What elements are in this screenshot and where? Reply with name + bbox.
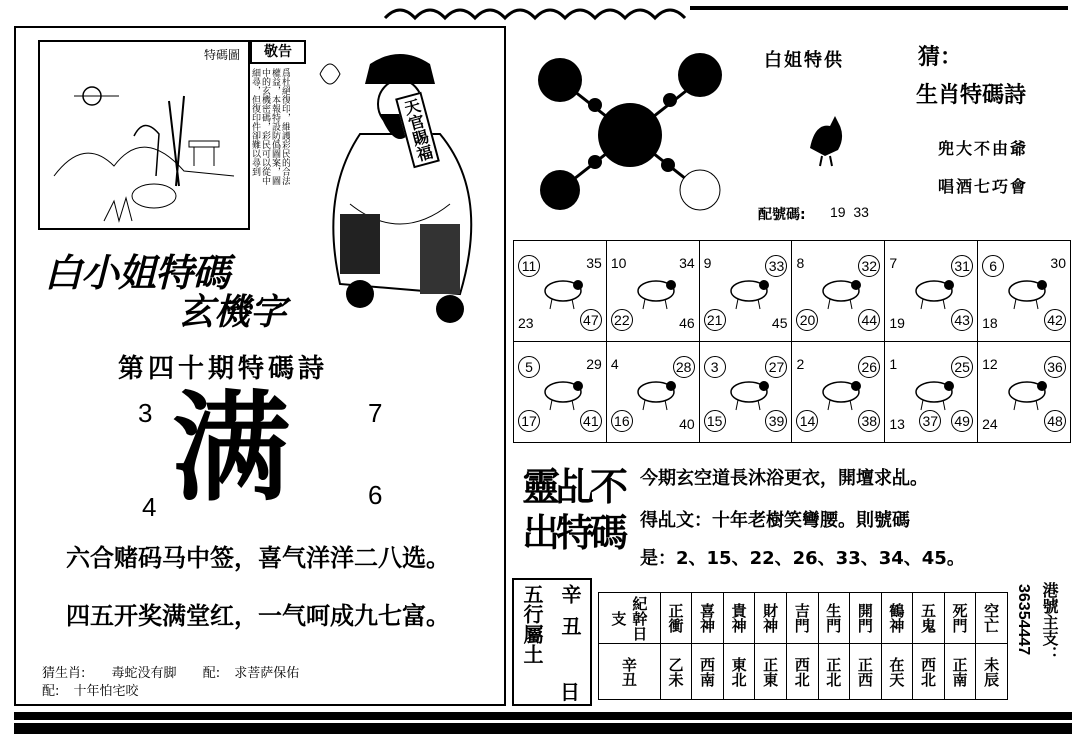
notice-box <box>250 40 306 190</box>
pair-value2: 十年怕宅咬 <box>73 684 139 699</box>
monkey-icon <box>631 372 681 416</box>
zodiac-number: 23 <box>518 315 534 331</box>
zodiac-number: 20 <box>796 309 818 331</box>
zodiac-grid-table <box>513 240 1071 443</box>
zodiac-number: 28 <box>673 356 695 378</box>
zodiac-number: 42 <box>1044 309 1066 331</box>
crane-landscape-icon <box>44 56 244 226</box>
day-stem: 辛丑 <box>558 584 582 648</box>
rabbit-icon <box>724 271 774 315</box>
almanac-value: 在天 <box>881 644 913 700</box>
brand-line2: 玄機字 <box>178 292 287 333</box>
provider-label: 白姐特供 <box>764 50 844 71</box>
almanac-value: 西北 <box>913 644 945 700</box>
oracle-block2: 出特碼 <box>522 511 625 555</box>
top-banner-art <box>380 0 690 22</box>
poster-box <box>38 40 250 230</box>
almanac-value: 乙未 <box>660 644 692 700</box>
rooster-icon <box>800 108 850 168</box>
zodiac-number: 15 <box>704 410 726 432</box>
almanac-value: 西北 <box>786 644 818 700</box>
notice-title: 敬告 <box>250 40 306 64</box>
zodiac-number: 45 <box>771 315 788 331</box>
corner-number-tr: 7 <box>368 398 383 428</box>
guess-row <box>42 662 299 681</box>
poem-line1: 六合赌码马中签，喜气洋洋二八选。 <box>66 544 450 572</box>
hk-label: 港號主支： <box>1040 582 1059 662</box>
corner-number-tl: 3 <box>138 398 153 428</box>
almanac-value: 正北 <box>818 644 850 700</box>
almanac-grid <box>598 592 1008 700</box>
guess-value: 毒蛇没有脚 <box>111 666 177 681</box>
oracle-line3: 是：2、15、22、26、33、34、45。 <box>640 548 965 569</box>
zodiac-line1: 兜大不由爺 <box>938 139 1029 158</box>
zodiac-number: 3 <box>704 356 726 378</box>
almanac-header: 五鬼 <box>913 593 945 644</box>
zodiac-number: 2 <box>796 356 805 372</box>
dragon-icon <box>816 271 866 315</box>
zodiac-cell-7 <box>606 342 699 443</box>
zodiac-number: 46 <box>679 315 695 331</box>
zodiac-cell-4 <box>885 241 978 342</box>
wave-ornament-icon <box>380 0 690 22</box>
five-elements-label: 五行屬土 <box>520 584 544 664</box>
zodiac-cell-10 <box>885 342 978 443</box>
zodiac-number: 41 <box>580 410 602 432</box>
poem-line2: 四五开奖满堂红，一气呵成九七富。 <box>66 602 450 630</box>
almanac-value-row <box>599 644 1008 700</box>
almanac-header: 生門 <box>818 593 850 644</box>
almanac-value: 東北 <box>723 644 755 700</box>
pig-icon <box>909 372 959 416</box>
zodiac-number: 14 <box>796 410 818 432</box>
brand-line1: 白小姐特碼 <box>44 251 230 295</box>
zodiac-guess-label: 猜： <box>918 45 963 70</box>
zodiac-number: 21 <box>704 309 726 331</box>
zodiac-cell-2 <box>699 241 792 342</box>
zodiac-number: 10 <box>610 255 627 271</box>
almanac-header: 正衝 <box>660 593 692 644</box>
zodiac-number: 1 <box>889 356 898 372</box>
almanac-header: 紀幹日支 <box>599 593 661 644</box>
zodiac-grid-row <box>514 241 1071 342</box>
tiger-icon <box>631 271 681 315</box>
issue-title: 第四十期特碼詩 <box>118 354 329 384</box>
almanac-header: 喜神 <box>692 593 724 644</box>
rat-icon <box>1002 372 1052 416</box>
deity-banner: 天官賜福 <box>395 92 440 169</box>
oracle-line2: 得乩文：十年老樹笑彎腰。則號碼 <box>640 510 910 531</box>
pair-row2 <box>42 680 139 699</box>
pair-label1: 配: <box>202 666 221 681</box>
zodiac-diagram <box>530 40 730 220</box>
zodiac-number: 29 <box>586 356 602 372</box>
zodiac-number: 18 <box>982 315 998 331</box>
zodiac-number: 43 <box>951 309 973 331</box>
pair-value1: 求菩萨保佑 <box>234 666 300 681</box>
almanac-value: 西南 <box>692 644 724 700</box>
bottom-rule <box>14 712 1072 734</box>
deity-icon <box>300 44 500 334</box>
zodiac-heading: 生肖特碼詩 <box>916 83 1027 108</box>
almanac-header: 鶴神 <box>881 593 913 644</box>
pair-label2: 配: <box>42 684 60 699</box>
pair-numbers: 19 33 <box>830 204 869 220</box>
zodiac-number: 33 <box>765 255 787 277</box>
almanac-value: 正南 <box>944 644 976 700</box>
zodiac-number: 8 <box>796 255 805 271</box>
almanac-value: 辛丑 <box>599 644 661 700</box>
almanac-header: 吉門 <box>786 593 818 644</box>
zodiac-grid <box>513 240 1071 440</box>
zodiac-number: 38 <box>858 410 880 432</box>
zodiac-number: 30 <box>1050 255 1066 271</box>
almanac-header: 空亡 <box>976 593 1008 644</box>
zodiac-number: 44 <box>858 309 880 331</box>
zodiac-cell-11 <box>978 342 1071 443</box>
zodiac-number: 31 <box>951 255 973 277</box>
zodiac-number: 37 <box>919 410 941 432</box>
goat-icon <box>538 372 588 416</box>
corner-number-br: 6 <box>368 480 383 510</box>
zodiac-number: 36 <box>1044 356 1066 378</box>
zodiac-number: 27 <box>765 356 787 378</box>
zodiac-number: 4 <box>610 356 619 372</box>
zodiac-number: 47 <box>580 309 602 331</box>
hk-numbers: 36354447 <box>1015 584 1032 656</box>
zodiac-number: 12 <box>982 356 998 372</box>
zodiac-number: 13 <box>889 416 905 432</box>
zodiac-line2: 唱酒七巧會 <box>938 177 1029 196</box>
zodiac-cross-icon <box>530 40 730 220</box>
zodiac-number: 40 <box>679 416 695 432</box>
oracle-block1: 靈乩不 <box>522 465 625 509</box>
zodiac-cell-9 <box>792 342 885 443</box>
big-character: 满 <box>172 379 291 517</box>
guess-label: 猜生肖: <box>42 666 86 681</box>
zodiac-cell-3 <box>792 241 885 342</box>
zodiac-number: 35 <box>586 255 602 271</box>
snake-icon <box>909 271 959 315</box>
zodiac-grid-row <box>514 342 1071 443</box>
notice-body: 爲杜絕復印，維護彩民的合法權益，本報特設防僞圖案，圖中的玄機密碼，彩民可以從中細尋，但復印件卻難以尋到 <box>250 68 290 185</box>
ox-icon <box>538 271 588 315</box>
zodiac-number: 34 <box>679 255 695 271</box>
zodiac-number: 24 <box>982 416 998 432</box>
zodiac-number: 32 <box>858 255 880 277</box>
rooster-icon <box>724 372 774 416</box>
almanac-header: 財神 <box>755 593 787 644</box>
horse-icon <box>1002 271 1052 315</box>
corner-number-bl: 4 <box>142 492 157 522</box>
zodiac-number: 49 <box>951 410 973 432</box>
deity-illustration <box>300 44 500 334</box>
zodiac-number: 9 <box>703 255 712 271</box>
almanac-table <box>598 592 1008 700</box>
bottom-rule-inner <box>14 720 1072 723</box>
almanac-value: 正西 <box>850 644 882 700</box>
almanac-value: 未辰 <box>976 644 1008 700</box>
zodiac-cell-1 <box>606 241 699 342</box>
zodiac-cell-5 <box>978 241 1071 342</box>
zodiac-number: 5 <box>518 356 540 378</box>
zodiac-number: 25 <box>951 356 973 378</box>
day-suffix: 日 <box>560 680 580 704</box>
zodiac-number: 39 <box>765 410 787 432</box>
zodiac-cell-8 <box>699 342 792 443</box>
zodiac-cell-6 <box>514 342 607 443</box>
almanac-value: 正東 <box>755 644 787 700</box>
almanac-header: 死門 <box>944 593 976 644</box>
poster-title: 特碼圖 <box>203 48 240 62</box>
almanac-header: 貴神 <box>723 593 755 644</box>
zodiac-number: 17 <box>518 410 540 432</box>
zodiac-number: 26 <box>858 356 880 378</box>
oracle-line1: 今期玄空道長沐浴更衣，開壇求乩。 <box>640 468 928 489</box>
zodiac-number: 22 <box>611 309 633 331</box>
zodiac-number: 6 <box>982 255 1004 277</box>
zodiac-number: 11 <box>518 255 540 277</box>
zodiac-number: 7 <box>889 255 898 271</box>
pair-label: 配號碼: <box>758 207 806 223</box>
dog-icon <box>816 372 866 416</box>
zodiac-number: 16 <box>611 410 633 432</box>
zodiac-cell-0 <box>514 241 607 342</box>
almanac-header-row <box>599 593 1008 644</box>
zodiac-number: 19 <box>889 315 905 331</box>
top-rule <box>690 6 1068 10</box>
zodiac-number: 48 <box>1044 410 1066 432</box>
almanac-header: 開門 <box>850 593 882 644</box>
